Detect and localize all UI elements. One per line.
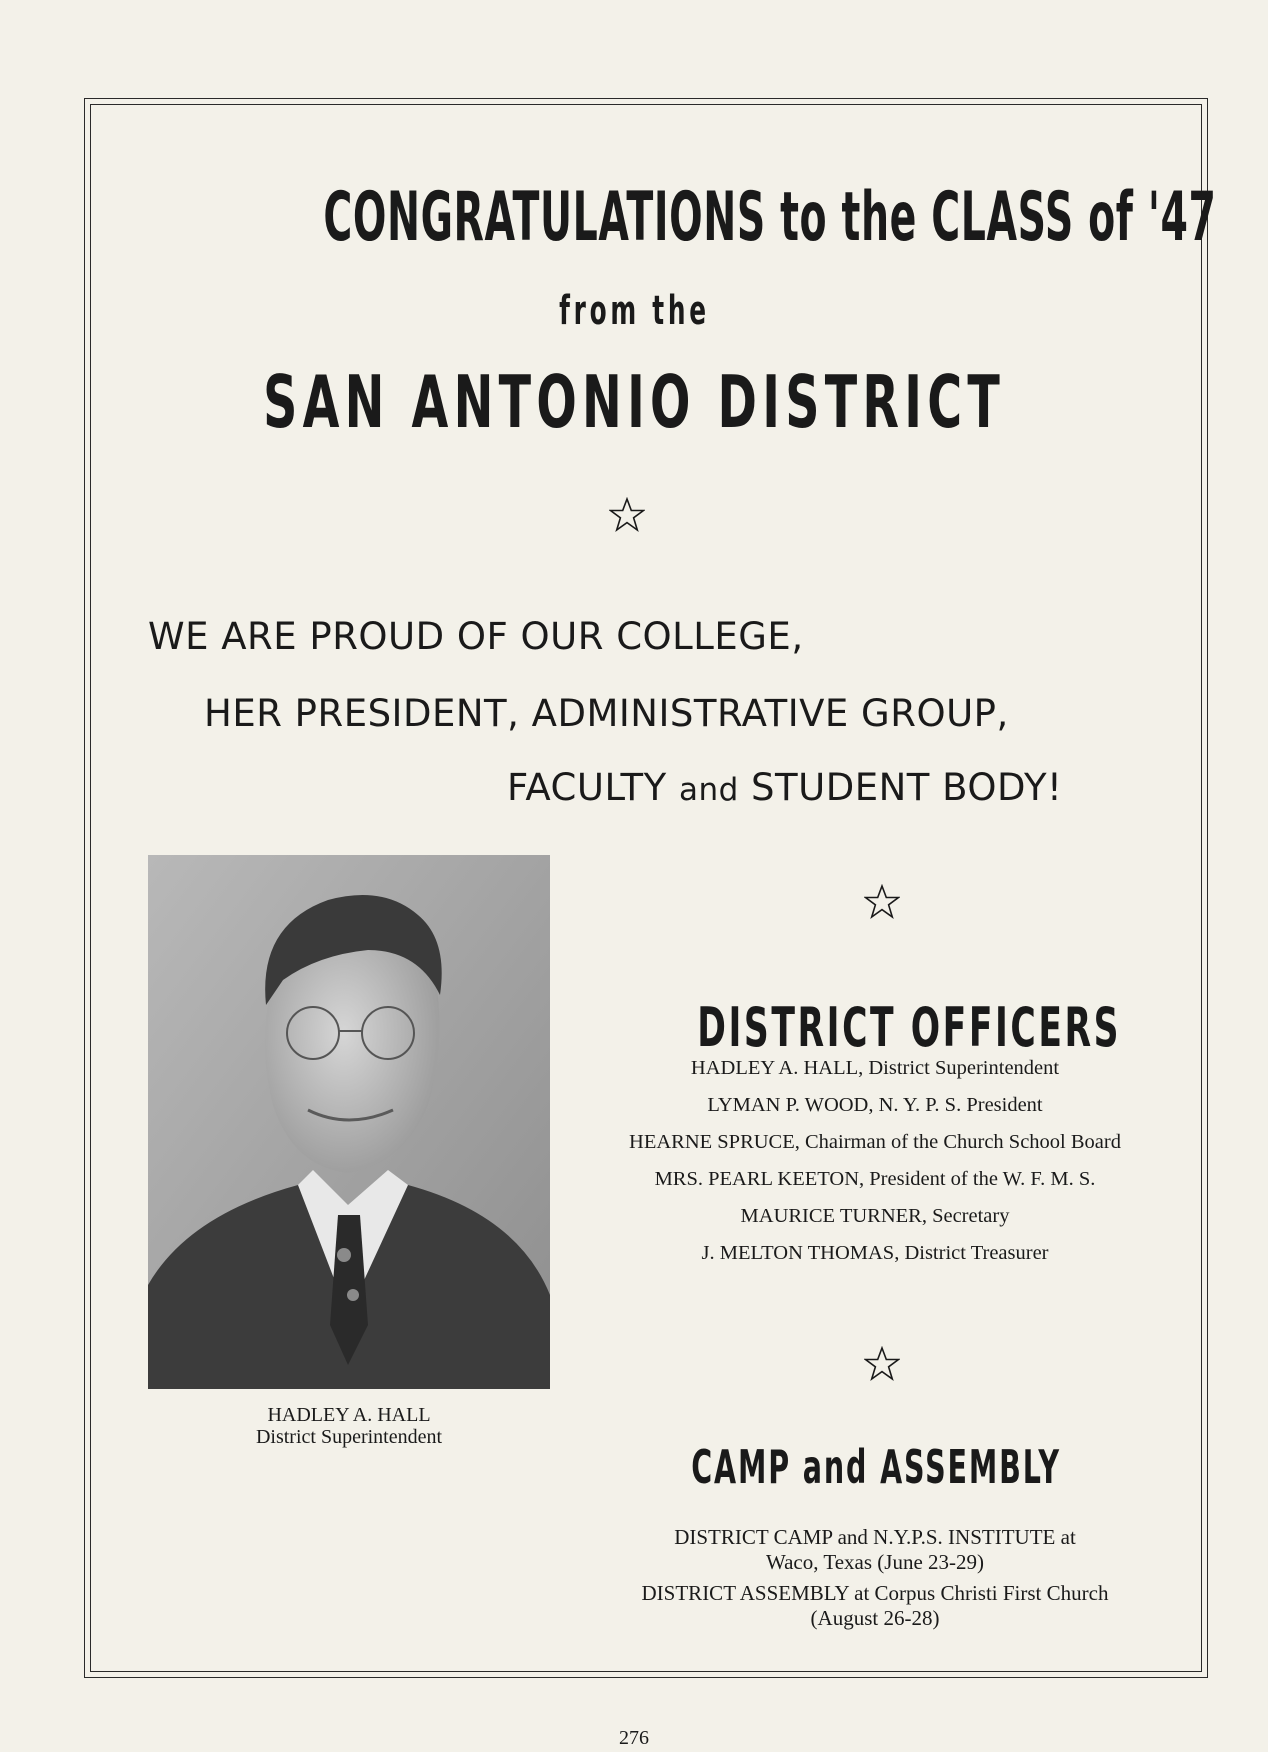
- star-icon: [864, 884, 900, 920]
- officer-entry: HADLEY A. HALL, District Superintendent: [690, 1057, 1060, 1079]
- star-icon: [864, 1346, 900, 1382]
- proud-line-1: WE ARE PROUD OF OUR COLLEGE,: [148, 615, 804, 658]
- officer-entry: J. MELTON THOMAS, District Treasurer: [701, 1242, 1049, 1264]
- camp-line: DISTRICT CAMP and N.Y.P.S. INSTITUTE at: [674, 1525, 1076, 1549]
- star-icon: [609, 497, 645, 533]
- proud-line-2: HER PRESIDENT, ADMINISTRATIVE GROUP,: [204, 692, 1009, 735]
- officers-heading: DISTRICT OFFICERS: [697, 996, 1122, 1059]
- camp-assembly-details: [578, 1525, 1172, 1631]
- officer-entry: HEARNE SPRUCE, Chairman of the Church School Board: [629, 1131, 1121, 1153]
- district-title: SAN ANTONIO DISTRICT: [262, 360, 1005, 444]
- assembly-line: DISTRICT ASSEMBLY at Corpus Christi First Church: [641, 1581, 1109, 1605]
- officer-entry: MRS. PEARL KEETON, President of the W. F. M. S.: [654, 1168, 1096, 1190]
- assembly-line: (August 26-28): [810, 1606, 940, 1630]
- portrait-illustration: [148, 855, 550, 1389]
- photo-caption-name: HADLEY A. HALL: [267, 1404, 431, 1426]
- from-line: from the: [558, 288, 710, 334]
- page-number: 276: [619, 1727, 649, 1749]
- camp-assembly-heading: CAMP and ASSEMBLY: [691, 1440, 1061, 1494]
- headline: CONGRATULATIONS to the CLASS of '47: [323, 178, 1217, 257]
- portrait-photo: [148, 855, 550, 1389]
- officer-entry: LYMAN P. WOOD, N. Y. P. S. President: [707, 1094, 1043, 1116]
- officers-list: [578, 1050, 1172, 1272]
- proud-line-3: FACULTY and STUDENT BODY!: [507, 766, 1063, 809]
- camp-line: Waco, Texas (June 23-29): [765, 1550, 985, 1574]
- photo-caption-title: District Superintendent: [255, 1426, 443, 1448]
- officer-entry: MAURICE TURNER, Secretary: [740, 1205, 1010, 1227]
